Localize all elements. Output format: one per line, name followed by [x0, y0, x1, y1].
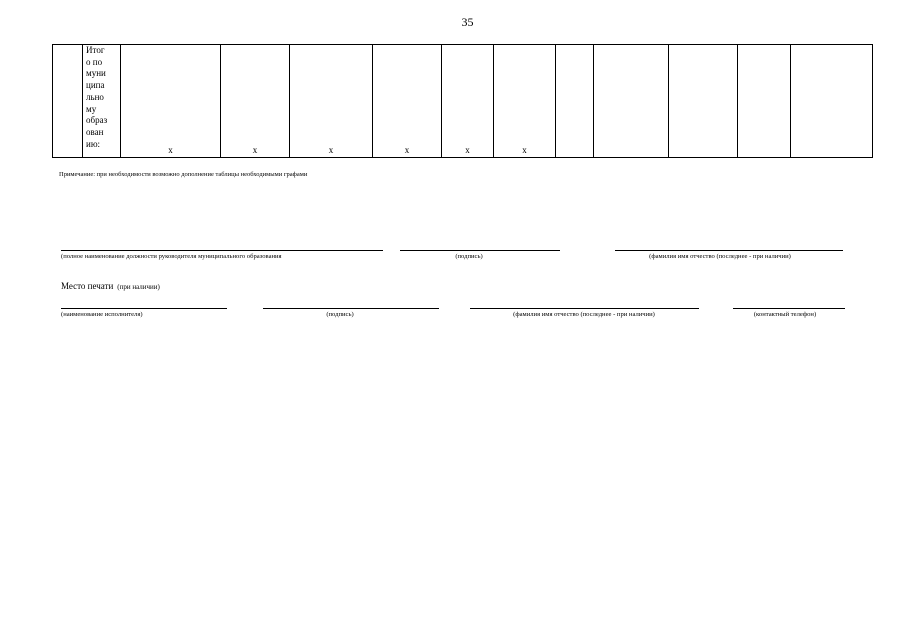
- row-number-cell: [53, 45, 83, 158]
- total-label-line: ован: [86, 126, 104, 137]
- table-cell: [221, 45, 290, 158]
- page-number: 35: [461, 15, 474, 29]
- cell-value: [669, 156, 737, 157]
- phone-line: [733, 308, 845, 309]
- table-cell: [791, 45, 873, 158]
- table-cell: [121, 45, 221, 158]
- executor-caption: (наименование исполнителя): [61, 311, 143, 318]
- cell-value: [791, 156, 872, 157]
- table-cell: [373, 45, 442, 158]
- cell-value: x: [252, 145, 258, 155]
- executor-signature-caption: (подпись): [326, 311, 354, 318]
- cell-value: [594, 156, 668, 157]
- cell-value: x: [404, 145, 410, 155]
- head-name-caption: (фамилия имя отчество (последнее - при наличии): [649, 253, 791, 260]
- table-cell: [594, 45, 669, 158]
- total-label-line: о по: [86, 56, 103, 67]
- total-label-line: ию:: [86, 138, 101, 149]
- table-cell: [442, 45, 494, 158]
- table-cell: [494, 45, 556, 158]
- executor-line: [61, 308, 227, 309]
- head-name-line: [615, 250, 843, 251]
- total-row: [53, 45, 873, 158]
- stamp-place: [61, 276, 160, 294]
- table-cell: [669, 45, 738, 158]
- summary-table: [52, 44, 873, 158]
- total-label-cell: [83, 45, 121, 158]
- executor-name-caption: (фамилия имя отчество (последнее - при наличии): [513, 311, 655, 318]
- stamp-sublabel: (при наличии): [117, 283, 160, 291]
- cell-value: x: [328, 145, 334, 155]
- position-signature-line: [61, 250, 383, 251]
- head-signature-caption: (подпись): [455, 253, 483, 260]
- executor-signature-line: [263, 308, 439, 309]
- cell-value: x: [465, 145, 470, 155]
- table-cell: [556, 45, 594, 158]
- cell-value: x: [168, 145, 173, 155]
- table-cell: [290, 45, 373, 158]
- total-label-line: льно: [86, 91, 104, 102]
- position-caption: (полное наименование должности руководителя муниципального образования: [61, 253, 282, 260]
- cell-value: x: [522, 145, 527, 155]
- head-signature-line: [400, 250, 560, 251]
- total-label-line: Итог: [86, 45, 105, 55]
- table-cell: [738, 45, 791, 158]
- total-label-line: му: [86, 103, 97, 114]
- total-label-line: муни: [86, 68, 106, 79]
- cell-value: [556, 156, 593, 157]
- table-note: Примечание: при необходимости возможно дополнение таблицы необходимыми графами: [59, 171, 308, 178]
- total-label-line: образ: [86, 115, 108, 126]
- executor-name-line: [470, 308, 699, 309]
- stamp-label: Место печати: [61, 281, 114, 291]
- cell-value: [738, 156, 790, 157]
- total-label-line: ципа: [86, 80, 105, 91]
- phone-caption: (контактный телефон): [753, 311, 817, 318]
